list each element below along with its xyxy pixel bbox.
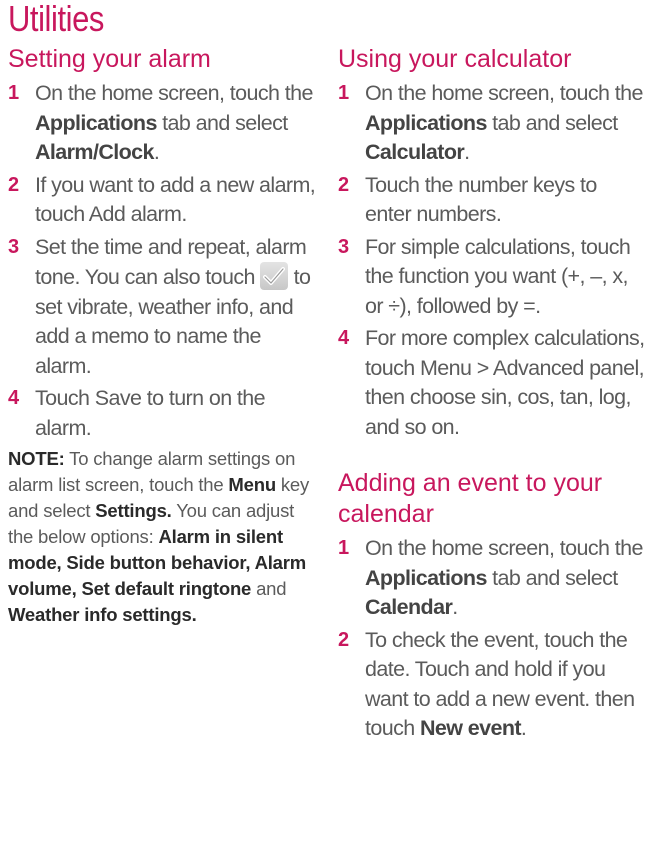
alarm-step-2: 2 If you want to add a new alarm, touch Add alarm. (8, 172, 316, 226)
calendar-label: Calendar (365, 595, 453, 619)
menu-key-label: Menu (228, 474, 276, 495)
applications-label: Applications (365, 565, 487, 590)
step-number: 1 (8, 82, 19, 104)
right-column (338, 44, 646, 747)
calculator-label: Calculator (365, 140, 465, 164)
alarm-step-3: 3 Set the time and repeat, alarm tone. You can also touch to set vibrate, weather info, and add a memo to name the alarm. (8, 234, 311, 378)
alarm-step-4: 4 Touch Save to turn on the alarm. (8, 386, 266, 440)
new-event-label: New event (419, 716, 521, 740)
calculator-step-3: 3 For simple calculations, touch the function you want (+, –, x, or ÷), followed by =. (338, 234, 631, 318)
step-number: 1 (338, 82, 349, 104)
step-number: 2 (338, 173, 349, 196)
alarm-clock-label: Alarm/Clock (35, 140, 154, 164)
alarm-steps (8, 79, 320, 443)
settings-label: Settings. (95, 500, 172, 521)
calculator-heading: Using your calculator (338, 45, 572, 73)
step-number: 4 (8, 387, 19, 409)
applications-label: Applications (35, 110, 157, 135)
calendar-steps (338, 534, 646, 744)
calendar-step-2: 2 To check the event, touch the date. Touch and hold if you want to add a new event. then touch New event. (338, 627, 635, 740)
calculator-step-4: 4 For more complex calculations, touch Menu > Advanced panel, then choose sin, cos, tan, log, and so on. (338, 326, 645, 439)
step-number: 3 (338, 235, 349, 258)
step-number: 2 (338, 628, 349, 651)
calculator-step-2: 2 Touch the number keys to enter numbers. (338, 172, 597, 226)
alarm-options-list: Alarm in silent mode, Side button behavior, Alarm volume, Set default ringtone (8, 526, 307, 599)
step-number: 4 (338, 327, 349, 349)
checkmark-icon (260, 262, 288, 290)
step-number: 2 (8, 173, 19, 196)
calendar-heading: Adding an event to your calendar (338, 469, 603, 528)
calendar-step-1: 1 On the home screen, touch the Applications tab and select Calendar. (338, 536, 643, 619)
page-title: Utilities (8, 0, 104, 39)
alarm-note: NOTE: To change alarm settings on alarm list screen, touch the Menu key and select Settings. You can adjust the below options: Alarm in silent mode, Side button behavior, Alarm volume, Set default ringtone and Weather info settings. (8, 448, 310, 625)
note-label: NOTE: (8, 448, 65, 469)
applications-label: Applications (365, 110, 487, 135)
weather-info-label: Weather info settings. (8, 604, 197, 625)
left-column (8, 44, 320, 628)
calculator-step-1: 1 On the home screen, touch the Applications tab and select Calculator. (338, 81, 643, 164)
alarm-heading: Setting your alarm (8, 45, 211, 73)
calculator-steps (338, 79, 646, 442)
step-number: 1 (338, 537, 349, 559)
step-number: 3 (8, 235, 19, 258)
alarm-step-1: 1 On the home screen, touch the Applications tab and select Alarm/Clock. (8, 81, 313, 164)
